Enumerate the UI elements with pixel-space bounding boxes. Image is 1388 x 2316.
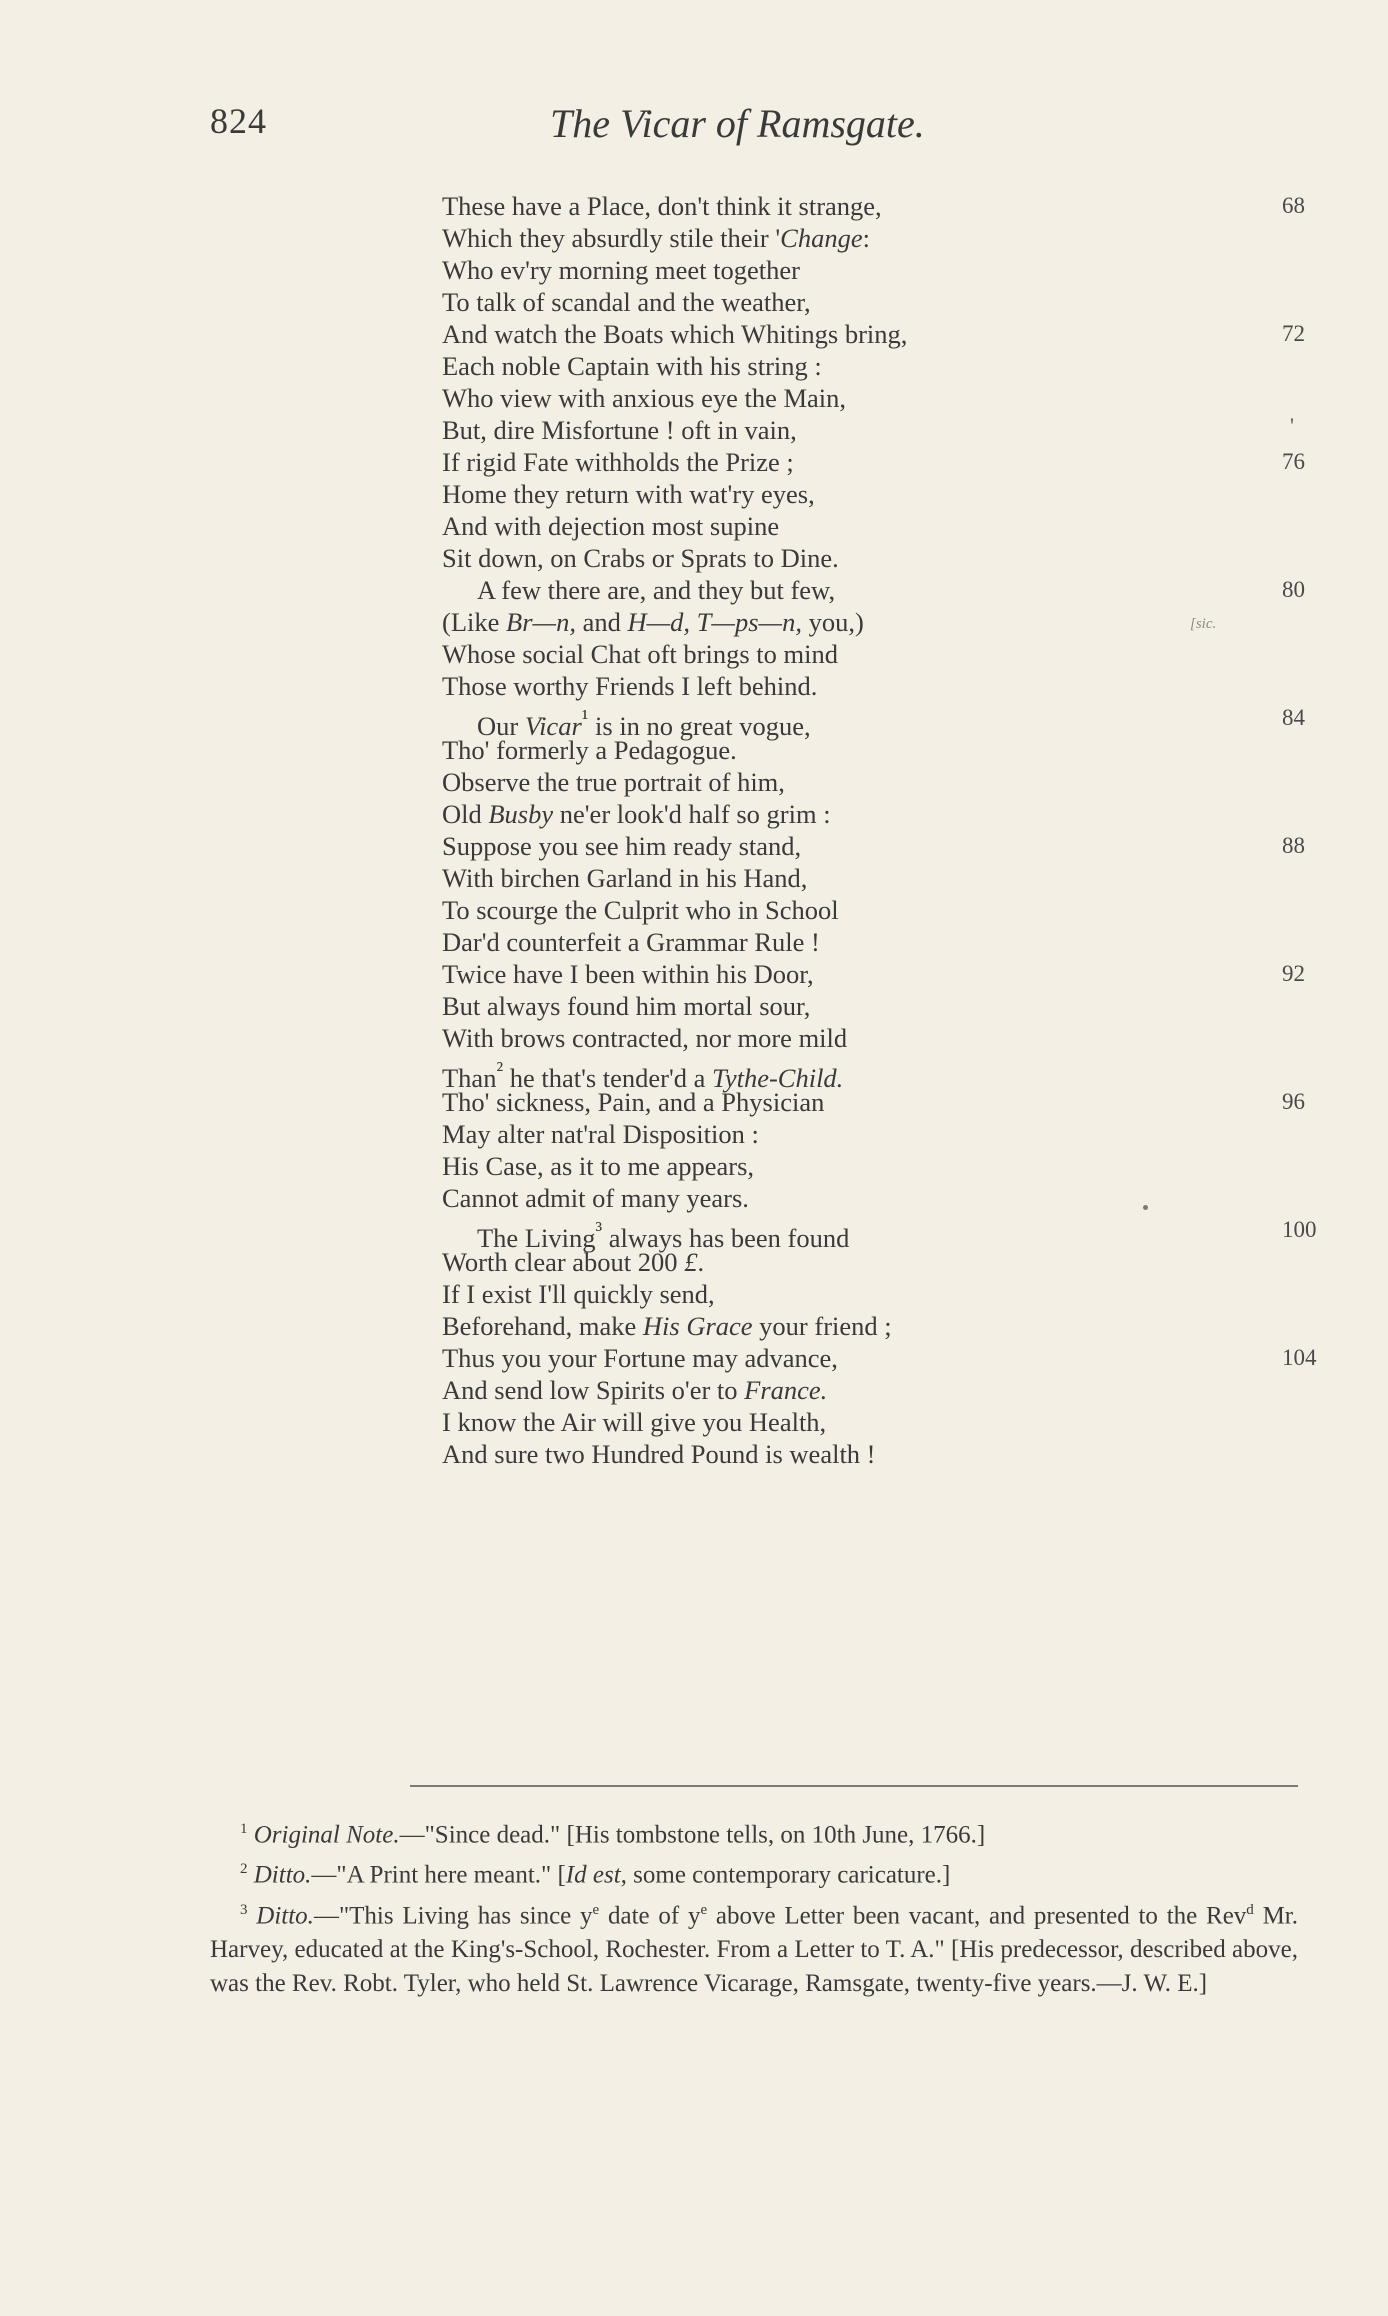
poem-line-text: [442, 606, 864, 638]
text-run: [248, 1902, 257, 1929]
text-run: Home they return with wat'ry eyes,: [442, 479, 815, 509]
text-run: Twice have I been within his Door,: [442, 959, 814, 989]
poem-line: [442, 798, 1292, 830]
text-run: —"This Living has since y: [313, 1901, 593, 1929]
poem-line-text: [442, 478, 815, 510]
poem-line-text: [442, 1374, 827, 1406]
poem-line: [442, 1054, 1292, 1093]
poem-line: [442, 542, 1292, 574]
text-run: Tho' formerly a Pedagogue.: [442, 735, 737, 765]
text-run: Those worthy Friends I left behind.: [442, 671, 818, 701]
poem-line-text: [442, 574, 835, 606]
poem-line: [442, 222, 1292, 254]
text-run: Who view with anxious eye the Main,: [442, 383, 847, 413]
text-run: :: [862, 223, 870, 253]
text-run: Than: [442, 1062, 497, 1093]
poem-line: [442, 670, 1292, 702]
text-run: And with dejection most supine: [442, 511, 780, 541]
text-run: A few there are, and they but few,: [477, 575, 836, 605]
text-run: If rigid Fate withholds the Prize ;: [442, 447, 794, 477]
line-number: 80: [1282, 577, 1305, 602]
poem-line: [442, 894, 1292, 926]
poem-line: [442, 286, 1292, 318]
poem-line-text: [442, 542, 839, 574]
poem-line-text: [442, 190, 882, 222]
text-run: Dar'd counterfeit a Grammar Rule !: [442, 927, 820, 957]
footnote-marker: 2: [240, 1861, 248, 1878]
footnote-marker: e: [700, 1901, 708, 1918]
poem-line-text: [442, 350, 822, 382]
poem-line-text: [442, 958, 814, 990]
text-run: (Like: [442, 607, 507, 637]
poem-line: [442, 766, 1292, 798]
footnote-marker: 3: [240, 1901, 248, 1918]
poem-line-text: [442, 1086, 824, 1118]
italic-text: £: [684, 1247, 698, 1277]
text-run: —"A Print here meant." [: [311, 1861, 566, 1889]
text-run: Who ev'ry morning meet together: [442, 255, 800, 285]
text-run: always has been found: [602, 1222, 850, 1253]
text-run: But, dire Misfortune ! oft in vain,: [442, 415, 797, 445]
poem-line: [442, 1182, 1292, 1214]
footnote-marker: ¹: [581, 705, 589, 730]
text-run: To talk of scandal and the weather,: [442, 287, 811, 317]
text-run: Worth clear about 200: [442, 1247, 685, 1277]
poem-line-text: [442, 830, 801, 862]
poem-line: [442, 958, 1305, 990]
poem-line: [442, 990, 1292, 1022]
poem-body: [442, 190, 1317, 1470]
line-number: 88: [1282, 833, 1305, 858]
poem-line: [442, 862, 1292, 894]
line-number: 68: [1282, 193, 1305, 218]
text-run: The Living: [477, 1222, 596, 1253]
text-run: you,): [802, 607, 864, 637]
poem-line-text: [442, 670, 817, 702]
text-run: Mr. Harvey, educated at the King's-School, Rochester. From a Letter to T. A." [His predecessor, described above, was the Rev. Robt. Tyler, who held St. Lawrence Vicarage, Ramsgate, twenty-five years.—J. W. E.]: [210, 1901, 1298, 1997]
text-run: Cannot admit of many years.: [442, 1183, 749, 1213]
poem-line-text: [442, 1022, 847, 1054]
text-run: May alter nat'ral Disposition :: [442, 1119, 759, 1149]
text-run: he that's tender'd a: [503, 1062, 713, 1093]
poem-line-text: [442, 1150, 754, 1182]
poem-line: [442, 734, 1292, 766]
italic-text: France.: [744, 1375, 828, 1405]
poem-line: [442, 510, 1292, 542]
poem-line: [442, 446, 1305, 478]
poem-line-text: [442, 798, 831, 830]
page-header: [210, 100, 1210, 160]
poem-line: [442, 190, 1305, 222]
line-number: 72: [1282, 321, 1305, 346]
text-run: And send low Spirits o'er to: [442, 1375, 745, 1405]
page-number: 824: [210, 101, 267, 141]
text-run: Observe the true portrait of him,: [442, 767, 785, 797]
poem-line-text: [442, 638, 838, 670]
text-run: With birchen Garland in his Hand,: [442, 863, 808, 893]
poem-line-text: [442, 382, 846, 414]
text-run: Suppose you see him ready stand,: [442, 831, 802, 861]
text-run: If I exist I'll quickly send,: [442, 1279, 715, 1309]
footnote: [210, 1812, 1298, 1852]
poem-line: [442, 1150, 1292, 1182]
poem-line: [442, 606, 1292, 638]
text-run: some contemporary caricature.]: [626, 1861, 951, 1889]
text-run: is in no great vogue,: [588, 710, 811, 741]
poem-line: [442, 318, 1305, 350]
footnote: [210, 1852, 1298, 1892]
poem-line: [442, 478, 1292, 510]
italic-text: Id est,: [565, 1861, 627, 1889]
poem-line: [442, 926, 1292, 958]
poem-line-text: [442, 318, 907, 350]
line-number: 96: [1282, 1089, 1305, 1114]
poem-line: [442, 1278, 1292, 1310]
text-run: To scourge the Culprit who in School: [442, 895, 839, 925]
poem-line-text: [442, 734, 737, 766]
poem-line-text: [442, 1342, 838, 1374]
poem-line-text: [442, 414, 797, 446]
poem-line-text: [442, 1118, 759, 1150]
footnote-marker: e: [592, 1901, 600, 1918]
text-run: Beforehand, make: [442, 1311, 643, 1341]
text-run: But always found him mortal sour,: [442, 991, 811, 1021]
footnotes: [210, 1812, 1298, 2001]
italic-text: Change: [780, 223, 863, 253]
poem-line: [442, 1310, 1292, 1342]
text-run: Thus you your Fortune may advance,: [442, 1343, 838, 1373]
poem-line-text: [442, 1278, 715, 1310]
margin-mark: ': [1290, 413, 1294, 438]
text-run: above Letter been vacant, and presented to the Rev: [707, 1901, 1247, 1929]
poem-line-text: [442, 926, 820, 958]
footnote-marker: d: [1246, 1901, 1254, 1918]
italic-text: Br—n,: [506, 607, 576, 637]
poem-line: [442, 1438, 1292, 1470]
poem-line-text: [442, 286, 811, 318]
footnote-marker: 1: [240, 1821, 248, 1837]
poem-line-text: [442, 1246, 704, 1278]
poem-line: [442, 1118, 1292, 1150]
poem-line: [442, 414, 1292, 446]
poem-line: [442, 350, 1292, 382]
italic-text: Ditto.: [256, 1901, 314, 1929]
italic-text: Ditto.: [253, 1861, 312, 1889]
line-number: 76: [1282, 449, 1305, 474]
text-run: date of y: [599, 1901, 701, 1929]
text-run: .: [697, 1247, 705, 1277]
poem-line: [442, 1214, 1317, 1253]
poem-line-text: [442, 1438, 876, 1470]
italic-text: Tythe-Child.: [712, 1062, 844, 1093]
poem-line: [442, 638, 1292, 670]
ink-speck: [1143, 1205, 1148, 1210]
footnote-marker: ²: [496, 1057, 504, 1082]
poem-line-text: [442, 862, 807, 894]
poem-line: [442, 254, 1292, 286]
text-run: Whose social Chat oft brings to mind: [442, 639, 838, 669]
poem-line: [442, 1406, 1292, 1438]
text-run: These have a Place, don't think it strange,: [442, 191, 882, 221]
poem-line-text: [442, 766, 785, 798]
poem-line-text: [442, 510, 779, 542]
text-run: Which they absurdly stile their ': [442, 223, 781, 253]
line-number: 104: [1282, 1345, 1317, 1370]
italic-text: Vicar: [524, 710, 582, 741]
poem-line-text: [442, 1182, 749, 1214]
text-run: With brows contracted, nor more mild: [442, 1023, 848, 1053]
poem-line: [442, 382, 1292, 414]
text-run: And watch the Boats which Whitings bring,: [442, 319, 908, 349]
poem-line-text: [442, 254, 800, 286]
poem-line-text: [442, 990, 810, 1022]
text-run: I know the Air will give you Health,: [442, 1407, 827, 1437]
text-run: —"Since dead." [His tombstone tells, on 10th June, 1766.]: [399, 1821, 986, 1849]
poem-line: [442, 1374, 1292, 1406]
poem-line-text: [442, 1406, 826, 1438]
running-title: The Vicar of Ramsgate.: [550, 101, 925, 146]
italic-text: Busby: [488, 799, 554, 829]
italic-text: H—d, T—ps—n,: [627, 607, 802, 637]
italic-text: His Grace: [642, 1311, 753, 1341]
poem-line: [442, 702, 1305, 741]
text-run: Each noble Captain with his string :: [442, 351, 822, 381]
text-run: ne'er look'd half so grim :: [553, 799, 831, 829]
text-run: Our: [477, 710, 525, 741]
text-run: Tho' sickness, Pain, and a Physician: [442, 1087, 825, 1117]
text-run: Sit down, on Crabs or Sprats to Dine.: [442, 543, 839, 573]
text-run: your friend ;: [752, 1311, 892, 1341]
line-number: 100: [1282, 1217, 1317, 1242]
line-number: 84: [1282, 705, 1305, 730]
text-run: His Case, as it to me appears,: [442, 1151, 755, 1181]
text-run: Old: [442, 799, 489, 829]
footnote: [210, 1893, 1298, 2001]
poem-line-text: [442, 894, 839, 926]
poem-line: [442, 1022, 1292, 1054]
sic-annotation: [sic.: [1190, 616, 1217, 632]
poem-line-text: [442, 222, 870, 254]
poem-line: [442, 1246, 1292, 1278]
footnote-divider: [410, 1785, 1298, 1787]
poem-line-text: [442, 446, 794, 478]
poem-line-text: [442, 1310, 892, 1342]
text-run: and: [575, 607, 628, 637]
poem-line: [442, 830, 1305, 862]
italic-text: Original Note.: [253, 1821, 400, 1849]
poem-line: [442, 1086, 1305, 1118]
text-run: And sure two Hundred Pound is wealth !: [442, 1439, 876, 1469]
poem-line: [442, 1342, 1317, 1374]
line-number: 92: [1282, 961, 1305, 986]
footnote-marker: ³: [595, 1217, 603, 1242]
poem-line: [442, 574, 1305, 606]
